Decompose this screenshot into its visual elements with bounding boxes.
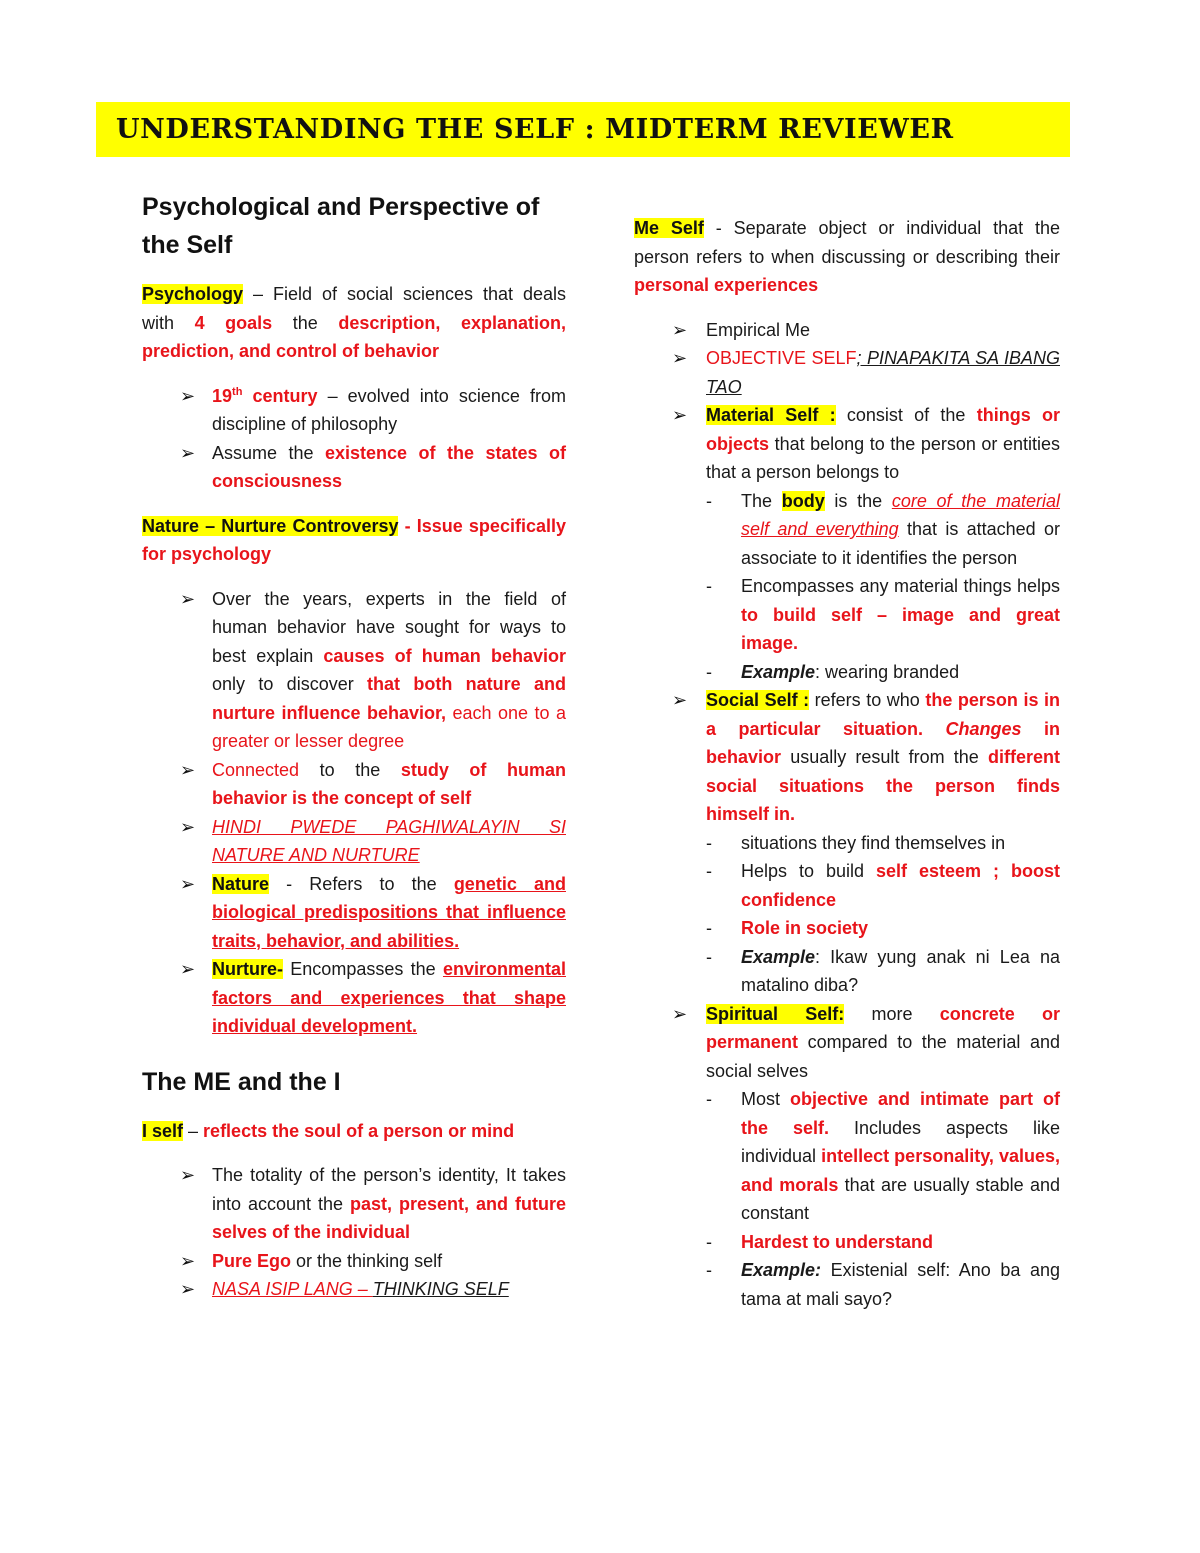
dash-bullet: - bbox=[706, 861, 712, 881]
text: that is attached or associate to it identifies the person bbox=[741, 519, 1060, 568]
text-red: th bbox=[232, 385, 243, 398]
text-red: Pure Ego bbox=[212, 1250, 292, 1271]
text-red: description, explanation, prediction, and control of behavior bbox=[142, 312, 567, 361]
text-red: study of human behavior is the concept of self bbox=[212, 759, 566, 808]
text: Example bbox=[741, 661, 816, 682]
dash-bullet: - bbox=[706, 946, 712, 967]
text: compared to the material and social selves bbox=[706, 1032, 1060, 1081]
text-red: that both nature and nurture influence behavior, bbox=[212, 674, 566, 723]
text-red: HINDI PWEDE PAGHIWALAYIN SI NATURE AND NURTURE bbox=[212, 816, 566, 865]
list-item bbox=[142, 439, 566, 496]
dash-bullet: - bbox=[706, 490, 712, 511]
text: the bbox=[272, 312, 339, 333]
document-title: UNDERSTANDING THE SELF : MIDTERM REVIEWER bbox=[116, 114, 954, 145]
text-red: behavior bbox=[706, 747, 782, 767]
text: consist of the bbox=[835, 405, 977, 425]
list-item bbox=[706, 857, 1060, 914]
text-red: century bbox=[242, 385, 318, 406]
term-body: body bbox=[781, 490, 825, 511]
text-red: existence of the states of consciousness bbox=[212, 442, 567, 491]
text: to the bbox=[299, 759, 401, 780]
text-red: in bbox=[1021, 718, 1060, 739]
dash-bullet: - bbox=[706, 1260, 712, 1280]
text-red: Changes bbox=[923, 718, 1022, 739]
text: Assume the bbox=[212, 442, 326, 463]
text-red: 19 bbox=[212, 385, 233, 406]
i-self-bullets bbox=[142, 1161, 566, 1304]
text: Over the years, experts in the field of human behavior have sought for ways to best explain bbox=[212, 588, 566, 666]
list-item bbox=[142, 955, 566, 1041]
dash-bullet: - bbox=[706, 661, 712, 682]
list-item bbox=[706, 1256, 1060, 1313]
arrow-bullet-icon: ➢ bbox=[672, 690, 688, 710]
title-banner bbox=[96, 102, 1070, 157]
arrow-bullet-icon: ➢ bbox=[180, 816, 196, 837]
list-item bbox=[142, 382, 566, 439]
material-self-subitems bbox=[706, 487, 1060, 687]
text: more bbox=[844, 1003, 940, 1024]
text-red: things or objects bbox=[706, 405, 1060, 454]
list-item bbox=[142, 1161, 566, 1247]
list-item bbox=[706, 1228, 1060, 1257]
text-red: concrete or permanent bbox=[706, 1003, 1060, 1052]
arrow-bullet-icon: ➢ bbox=[180, 873, 196, 894]
arrow-bullet-icon: ➢ bbox=[180, 442, 196, 463]
nature-nurture-bullets bbox=[142, 585, 566, 1041]
list-item bbox=[634, 401, 1060, 686]
text: Example: bbox=[741, 1260, 822, 1280]
list-item bbox=[706, 1085, 1060, 1228]
arrow-bullet-icon: ➢ bbox=[180, 1279, 196, 1299]
text-red: 4 goals bbox=[194, 312, 273, 333]
list-item bbox=[634, 316, 1060, 345]
text-red: different social situations the person finds himself in. bbox=[706, 747, 1060, 824]
text: Existenial self: Ano ba ang tama at mali sayo? bbox=[741, 1260, 1060, 1309]
list-item bbox=[706, 914, 1060, 943]
arrow-bullet-icon: ➢ bbox=[180, 1250, 196, 1271]
left-column bbox=[142, 188, 566, 1304]
term-me-self: Me Self bbox=[634, 218, 704, 238]
text-red: - Issue specifically for psychology bbox=[142, 515, 566, 564]
text: – bbox=[183, 1120, 204, 1141]
arrow-bullet-icon: ➢ bbox=[180, 385, 196, 406]
arrow-bullet-icon: ➢ bbox=[672, 1003, 688, 1024]
text: or the thinking self bbox=[291, 1250, 443, 1271]
list-item bbox=[706, 658, 1060, 687]
text-red: Connected bbox=[212, 759, 300, 780]
term-spiritual-self: Spiritual Self: bbox=[706, 1003, 845, 1024]
dash-bullet: - bbox=[706, 576, 712, 596]
nature-nurture-definition bbox=[142, 512, 566, 569]
text-red: environmental factors and experiences that shape individual development. bbox=[212, 959, 566, 1036]
text: The totality of the person’s identity, It takes into account the bbox=[212, 1165, 566, 1214]
dash-bullet: - bbox=[706, 1231, 712, 1252]
text: Encompasses the bbox=[283, 959, 443, 979]
term-material-self: Material Self : bbox=[706, 405, 836, 425]
text: situations they find themselves in bbox=[741, 832, 1006, 853]
text: - Separate object or individual that the person refers to when discussing or describing their bbox=[634, 218, 1060, 267]
text: : Ikaw yung anak ni Lea na matalino diba? bbox=[741, 946, 1060, 995]
section-heading-psychological: Psychological and Perspective of the Self bbox=[142, 193, 540, 259]
list-item bbox=[142, 1275, 566, 1304]
right-column bbox=[634, 214, 1060, 1313]
term-nature: Nature bbox=[212, 873, 270, 894]
text-red: OBJECTIVE SELF bbox=[706, 348, 857, 368]
text-red: Role in society bbox=[741, 918, 869, 938]
list-item bbox=[142, 813, 566, 870]
arrow-bullet-icon: ➢ bbox=[180, 759, 196, 780]
text: Example bbox=[741, 946, 816, 967]
psychology-bullets bbox=[142, 382, 566, 496]
list-item bbox=[142, 585, 566, 756]
list-item bbox=[706, 829, 1060, 858]
text-red: Hardest to understand bbox=[741, 1231, 934, 1252]
text: usually result from the bbox=[781, 747, 988, 767]
text: Encompasses any material things helps bbox=[741, 576, 1060, 596]
text-red: genetic and biological predispositions that influence traits, behavior, and abilities. bbox=[212, 873, 566, 951]
section-heading-me-and-i: The ME and the I bbox=[142, 1067, 341, 1096]
arrow-bullet-icon: ➢ bbox=[180, 588, 196, 609]
text: : wearing branded bbox=[815, 661, 960, 682]
text: THINKING SELF bbox=[372, 1279, 509, 1299]
text-red: objective and intimate part of the self. bbox=[741, 1089, 1060, 1138]
text-red: causes of human behavior bbox=[323, 645, 566, 666]
arrow-bullet-icon: ➢ bbox=[672, 405, 688, 425]
arrow-bullet-icon: ➢ bbox=[672, 348, 688, 368]
term-social-self: Social Self : bbox=[706, 690, 810, 710]
text: Most bbox=[741, 1089, 790, 1109]
text: - Refers to the bbox=[269, 873, 454, 894]
list-item bbox=[142, 870, 566, 956]
text-red: the person is in a particular situation. bbox=[706, 690, 1060, 739]
term-nurture: Nurture- bbox=[212, 959, 283, 979]
dash-bullet: - bbox=[706, 832, 712, 853]
text: is the bbox=[824, 490, 892, 511]
list-item bbox=[706, 943, 1060, 1000]
term-i-self: I self bbox=[142, 1120, 184, 1141]
arrow-bullet-icon: ➢ bbox=[180, 1165, 196, 1185]
text: ; PINAPAKITA SA IBANG TAO bbox=[706, 348, 1060, 397]
list-item bbox=[634, 344, 1060, 401]
spiritual-self-subitems bbox=[706, 1085, 1060, 1313]
text: The bbox=[741, 490, 782, 511]
text: Helps to build bbox=[741, 861, 877, 881]
text-red: past, present, and future selves of the individual bbox=[212, 1193, 566, 1242]
list-item bbox=[634, 1000, 1060, 1314]
arrow-bullet-icon: ➢ bbox=[672, 319, 688, 340]
text-red: personal experiences bbox=[634, 275, 819, 295]
arrow-bullet-icon: ➢ bbox=[180, 959, 196, 979]
text-red: reflects the soul of a person or mind bbox=[203, 1120, 515, 1141]
text-red: intellect personality, values, and morals bbox=[741, 1146, 1060, 1195]
dash-bullet: - bbox=[706, 1089, 712, 1109]
me-self-bullets bbox=[634, 316, 1060, 1314]
i-self-definition bbox=[142, 1117, 566, 1146]
term-nature-nurture: Nature – Nurture Controversy bbox=[142, 515, 399, 536]
list-item bbox=[142, 756, 566, 813]
term-psychology: Psychology bbox=[142, 284, 244, 304]
list-item bbox=[706, 572, 1060, 658]
text: – evolved into science from discipline of philosophy bbox=[212, 385, 566, 434]
text: that belong to the person or entities that a person belongs to bbox=[706, 433, 1060, 482]
social-self-subitems bbox=[706, 829, 1060, 1000]
text-red: self esteem ; boost confidence bbox=[741, 861, 1060, 910]
list-item bbox=[634, 686, 1060, 1000]
text-red: core of the material self and everything bbox=[741, 490, 1060, 539]
text: – Field of social sciences that deals with bbox=[142, 284, 566, 333]
text: Empirical Me bbox=[706, 319, 811, 340]
dash-bullet: - bbox=[706, 918, 712, 938]
text-red: NASA ISIP LANG – bbox=[212, 1279, 373, 1299]
me-self-definition bbox=[634, 214, 1060, 300]
psychology-definition bbox=[142, 280, 566, 366]
text: refers to who bbox=[809, 690, 926, 710]
list-item bbox=[142, 1247, 566, 1276]
text-red: each one to a greater or lesser degree bbox=[212, 702, 566, 751]
list-item bbox=[706, 487, 1060, 573]
text: that are usually stable and constant bbox=[741, 1174, 1061, 1223]
text: Includes aspects like individual bbox=[741, 1117, 1060, 1166]
text-red: to build self – image and great image. bbox=[741, 604, 1060, 653]
text: only to discover bbox=[212, 674, 368, 694]
